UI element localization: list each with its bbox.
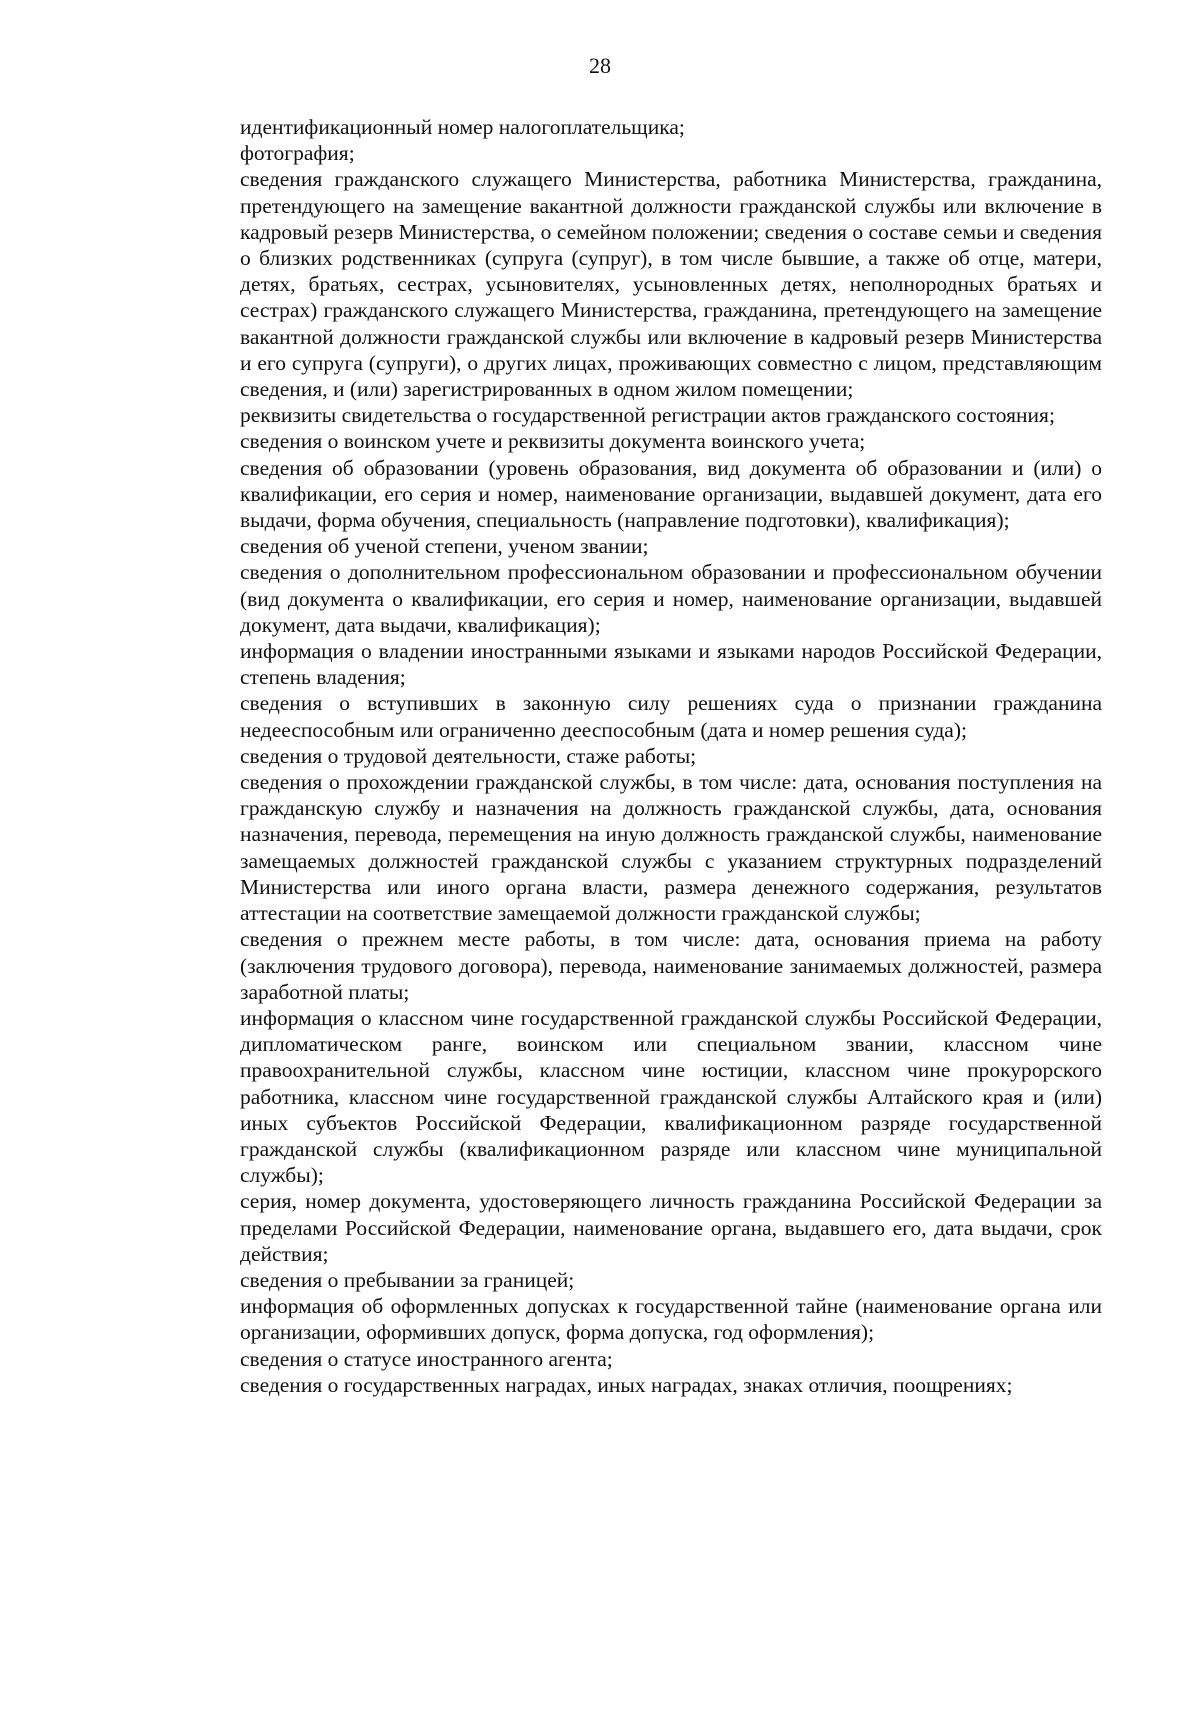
document-body [240,114,1102,1398]
list-item-state-secret-access: информация об оформленных допусках к государственной тайне (наименование органа или организации, оформивших допуск, форма допуска, год оформления); [240,1294,1102,1345]
list-item-civil-service: сведения о прохождении гражданской службы, в том числе: дата, основания поступления на гражданскую службу и назначения на должность гражданской службы, дата, основания назначения, перевода, перемещения на иную должность гражданской службы, наименование замещаемых должностей гражданской службы с указанием структурных подразделений Министерства или иного органа власти, размера денежного содержания, результатов аттестации на соответствие замещаемой должности гражданской службы; [240,770,1102,926]
list-item-family: сведения гражданского служащего Министерства, работника Министерства, гражданина, претендующего на замещение вакантной должности гражданской службы или включение в кадровый резерв Министерства, о семейном положении; сведения о составе семьи и сведения о близких родственниках (супруга (супруг), в том числе бывшие, а также об отце, матери, детях, братьях, сестрах, усыновителях, усыновленных детях, неполнородных братьях и сестрах) гражданского служащего Министерства, гражданина, претендующего на замещение вакантной должности гражданской службы или включение в кадровый резерв Министерства и его супруга (супруги), о других лицах, проживающих совместно с лицом, представляющим сведения, и (или) зарегистрированных в одном жилом помещении; [240,167,1102,402]
list-item-education: сведения об образовании (уровень образования, вид документа об образовании и (или) о квалификации, его серия и номер, наименование организации, выдавшей документ, дата его выдачи, форма обучения, специальность (направление подготовки), квалификация); [240,455,1102,533]
list-item-inn: идентификационный номер налогоплательщика; [240,115,685,139]
list-item-work-experience: сведения о трудовой деятельности, стаже работы; [240,743,697,768]
list-item-foreign-passport: серия, номер документа, удостоверяющего личность гражданина Российской Федерации за пределами Российской Федерации, наименование органа, выдавшего его, дата выдачи, срок действия; [240,1189,1102,1266]
page-number: 28 [589,53,611,78]
list-item-academic-degree: сведения об ученой степени, ученом звании; [240,534,649,559]
list-item-languages: информация о владении иностранными языками и языками народов Российской Федерации, степень владения; [240,639,1102,690]
list-item-foreign-agent-status: сведения о статусе иностранного агента; [240,1346,613,1371]
list-item-civil-registration: реквизиты свидетельства о государственной регистрации актов гражданского состояния; [240,403,1055,428]
list-item-awards: сведения о государственных наградах, иных наградах, знаках отличия, поощрениях; [240,1372,1013,1397]
list-item-previous-job: сведения о прежнем месте работы, в том числе: дата, основания приема на работу (заключения трудового договора), перевода, наименование занимаемых должностей, размера заработной платы; [240,927,1102,1004]
list-item-photo: фотография; [240,141,355,166]
list-item-additional-education: сведения о дополнительном профессиональном образовании и профессиональном обучении (вид документа о квалификации, его серия и номер, наименование организации, выдавшей документ, дата выдачи, квалификация); [240,560,1102,637]
list-item-court-decisions: сведения о вступивших в законную силу решениях суда о признании гражданина недееспособным или ограниченно дееспособным (дата и номер решения суда); [240,691,1102,742]
list-item-class-rank: информация о классном чине государственной гражданской службы Российской Федерации, дипломатическом ранге, воинском или специальном звании, классном чине правоохранительной службы, классном чине юстиции, классном чине прокурорского работника, классном чине государственной гражданской службы Алтайского края и (или) иных субъектов Российской Федерации, квалификационном разряде государственной гражданской службы (квалификационном разряде или классном чине муниципальной службы); [240,1005,1102,1188]
list-item-stay-abroad: сведения о пребывании за границей; [240,1267,575,1292]
list-item-military-record: сведения о воинском учете и реквизиты документа воинского учета; [240,429,866,454]
